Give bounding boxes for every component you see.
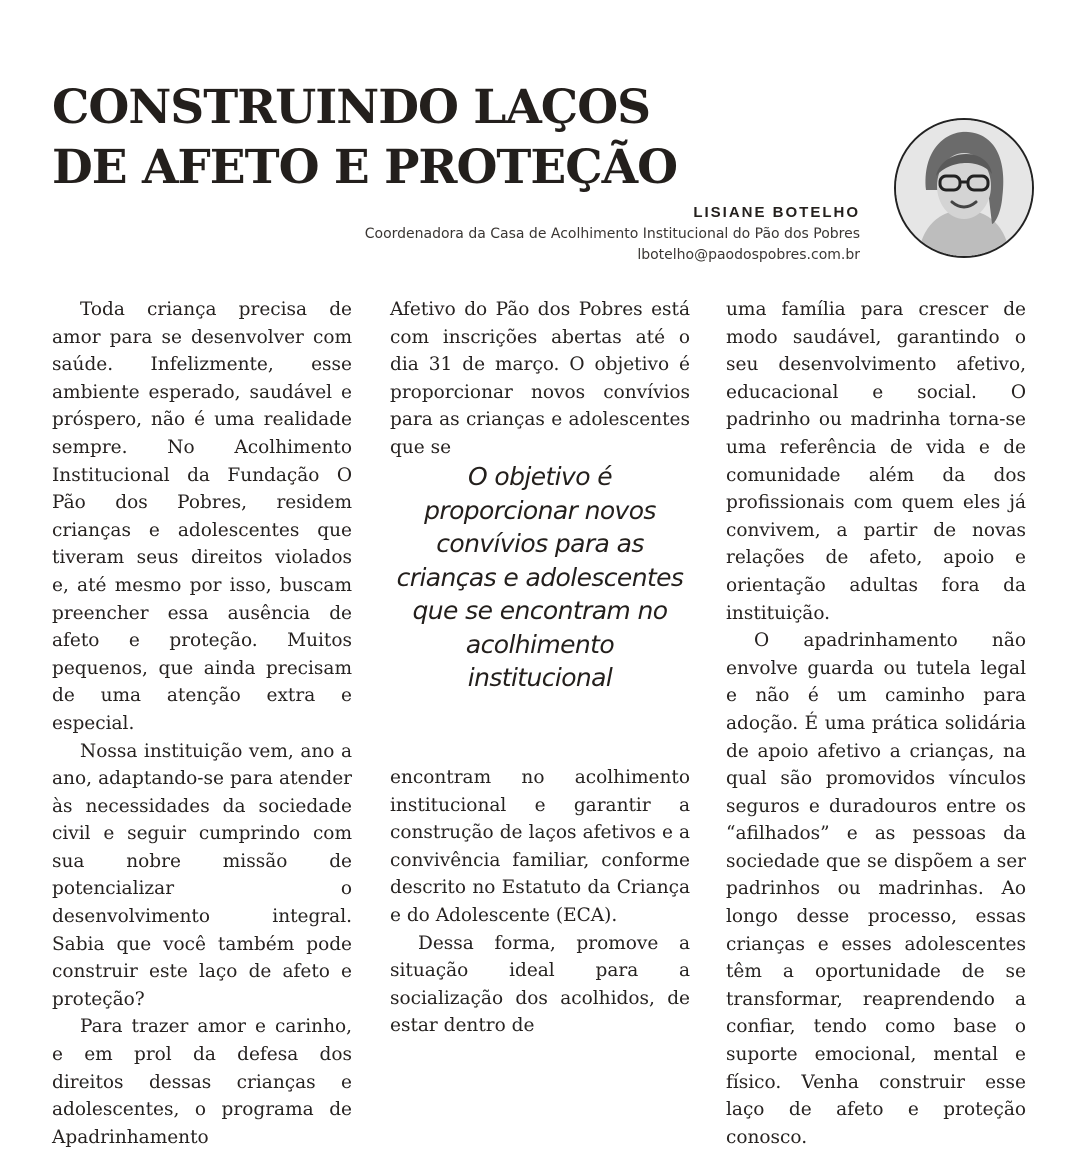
author-byline: [365, 202, 860, 266]
article-column-2-bottom: [390, 764, 690, 1040]
article-column-3: [726, 296, 1026, 1151]
paragraph: O apadrinhamento não envolve guarda ou tutela legal e não é um caminho para adoção. É uma prática solidária de apoio afetivo a crianças, na qual são promovidos vínculos seguros e duradouros entre os “afilhados” e as pessoas da sociedade que se dispõem a ser padrinhos ou madrinhas. Ao longo desse processo, essas crianças e esses adolescentes têm a oportunidade de se transformar, reaprendendo a confiar, tendo como base o suporte emocional, mental e físico. Venha construir esse laço de afeto e proteção conosco.: [726, 630, 1026, 1148]
paragraph: encontram no acolhimento institucional e garantir a construção de laços afetivos e a convivência familiar, conforme descrito no Estatuto da Criança e do Adolescente (ECA).: [390, 767, 690, 926]
headline-line-2: DE AFETO E PROTEÇÃO: [52, 140, 678, 195]
author-role: Coordenadora da Casa de Acolhimento Institucional do Pão dos Pobres: [364, 226, 860, 242]
paragraph: Nossa instituição vem, ano a ano, adaptando-se para atender às necessidades da sociedade civil e seguir cumprindo com sua nobre missão de potencializar o desenvolvimento integral. Sabia que você também pode construir este laço de afeto e proteção?: [52, 740, 352, 1010]
article-column-2-top: [390, 296, 690, 462]
author-email: lbotelho@paodospobres.com.br: [637, 247, 860, 263]
author-portrait-illustration: [896, 120, 1032, 256]
paragraph: Dessa forma, promove a situação ideal para a socialização dos acolhidos, de estar dentro de: [390, 932, 690, 1037]
article-column-1: [52, 296, 352, 1151]
pull-quote: O objetivo é proporcionar novos convívios para as crianças e adolescentes que se encontram no acolhimento institucional: [396, 462, 684, 692]
paragraph: Afetivo do Pão dos Pobres está com inscrições abertas até o dia 31 de março. O objetivo é proporcionar novos convívios para as crianças e adolescentes que se: [390, 299, 690, 458]
paragraph: uma família para crescer de modo saudável, garantindo o seu desenvolvimento afetivo, educacional e social. O padrinho ou madrinha torna-se uma referência de vida e de comunidade além da dos profissionais com quem eles já convivem, a partir de novas relações de afeto, apoio e orientação adultas fora da instituição.: [726, 299, 1026, 624]
paragraph: Toda criança precisa de amor para se desenvolver com saúde. Infelizmente, esse ambiente esperado, saudável e próspero, não é uma realidade sempre. No Acolhimento Institucional da Fundação O Pão dos Pobres, residem crianças e adolescentes que tiveram seus direitos violados e, até mesmo por isso, buscam preencher essa ausência de afeto e proteção. Muitos pequenos, que ainda precisam de uma atenção extra e especial.: [52, 299, 352, 734]
author-name: LISIANE BOTELHO: [693, 204, 860, 221]
article-headline: [52, 78, 677, 198]
paragraph: Para trazer amor e carinho, e em prol da defesa dos direitos dessas crianças e adolescentes, o programa de Apadrinhamento: [52, 1016, 352, 1148]
author-photo: [894, 118, 1034, 258]
headline-line-1: CONSTRUINDO LAÇOS: [52, 80, 651, 135]
